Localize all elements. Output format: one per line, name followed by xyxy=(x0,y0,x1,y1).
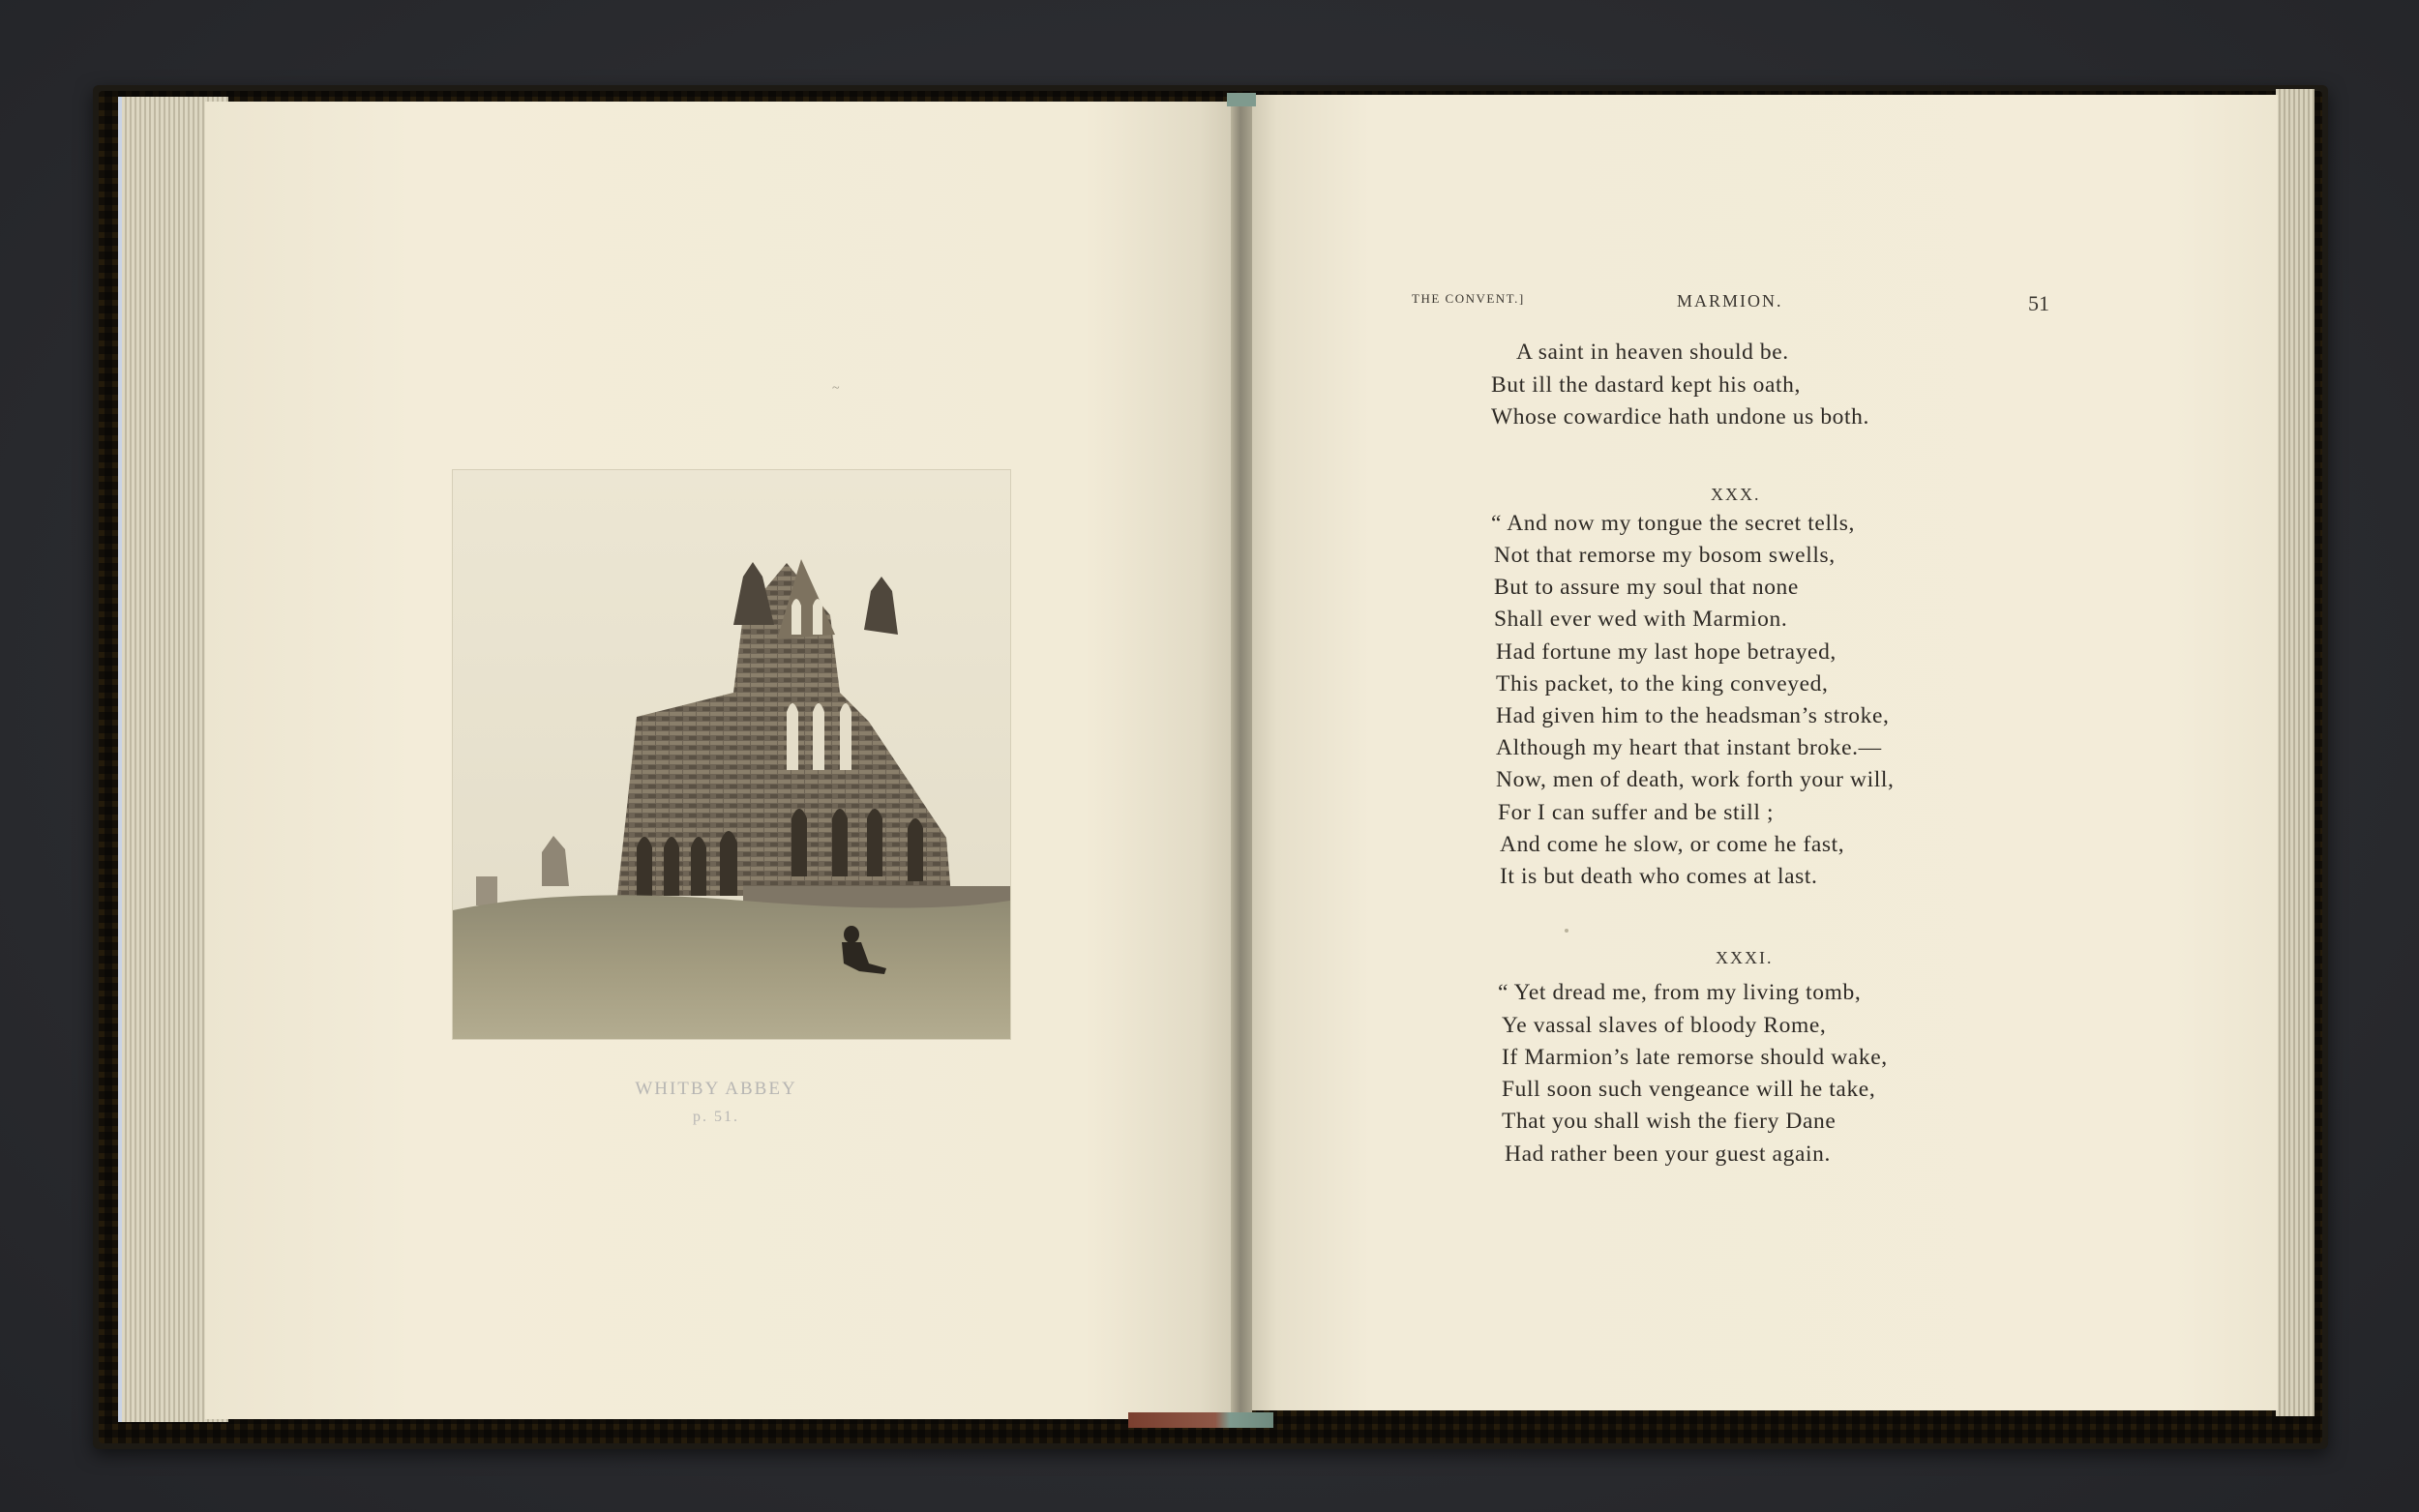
photo-caption-page: p. 51. xyxy=(693,1109,739,1125)
book-gutter xyxy=(1231,93,1252,1428)
poem-line: Full soon such vengeance will he take, xyxy=(1502,1077,1876,1102)
poem-line: Not that remorse my bosom swells, xyxy=(1494,543,1836,568)
running-head-title: MARMION. xyxy=(1677,291,1783,311)
page-mark xyxy=(832,381,851,385)
poem-line: Had given him to the headsman’s stroke, xyxy=(1496,703,1890,728)
poem-line: Had fortune my last hope betrayed, xyxy=(1496,639,1837,665)
stanza-number: XXX. xyxy=(1711,485,1761,504)
paper-speck xyxy=(1565,929,1568,933)
poem-line: For I can suffer and be still ; xyxy=(1498,800,1775,825)
poem-line: A saint in heaven should be. xyxy=(1516,340,1789,365)
poem-line: But ill the dastard kept his oath, xyxy=(1491,372,1801,398)
poem-line: This packet, to the king conveyed, xyxy=(1496,671,1829,697)
poem-line: It is but death who comes at last. xyxy=(1500,864,1818,889)
page-number: 51 xyxy=(2028,291,2049,315)
poem-line: “ Yet dread me, from my living tomb, xyxy=(1498,980,1862,1005)
running-head-section: THE CONVENT.] xyxy=(1412,291,1525,306)
poem-line: “ And now my tongue the secret tells, xyxy=(1491,511,1855,536)
poem-line: And come he slow, or come he fast, xyxy=(1500,832,1845,857)
stanza-number: XXXI. xyxy=(1716,948,1774,967)
poem-line: But to assure my soul that none xyxy=(1494,575,1799,600)
photo-caption-title: WHITBY ABBEY xyxy=(635,1079,797,1099)
poem-line: Whose cowardice hath undone us both. xyxy=(1491,404,1869,430)
tailband xyxy=(1128,1412,1273,1428)
headband xyxy=(1227,93,1256,106)
poem-line: That you shall wish the fiery Dane xyxy=(1502,1109,1837,1134)
poem-line: Shall ever wed with Marmion. xyxy=(1494,607,1788,632)
poem-line: If Marmion’s late remorse should wake, xyxy=(1502,1045,1888,1070)
whitby-abbey-photo xyxy=(453,470,1010,1039)
poem-line: Had rather been your guest again. xyxy=(1505,1141,1831,1167)
poem-line: Now, men of death, work forth your will, xyxy=(1496,767,1895,792)
poem-line: Although my heart that instant broke.— xyxy=(1496,735,1882,760)
page-stack-right xyxy=(2276,89,2314,1416)
poem-line: Ye vassal slaves of bloody Rome, xyxy=(1502,1013,1827,1038)
